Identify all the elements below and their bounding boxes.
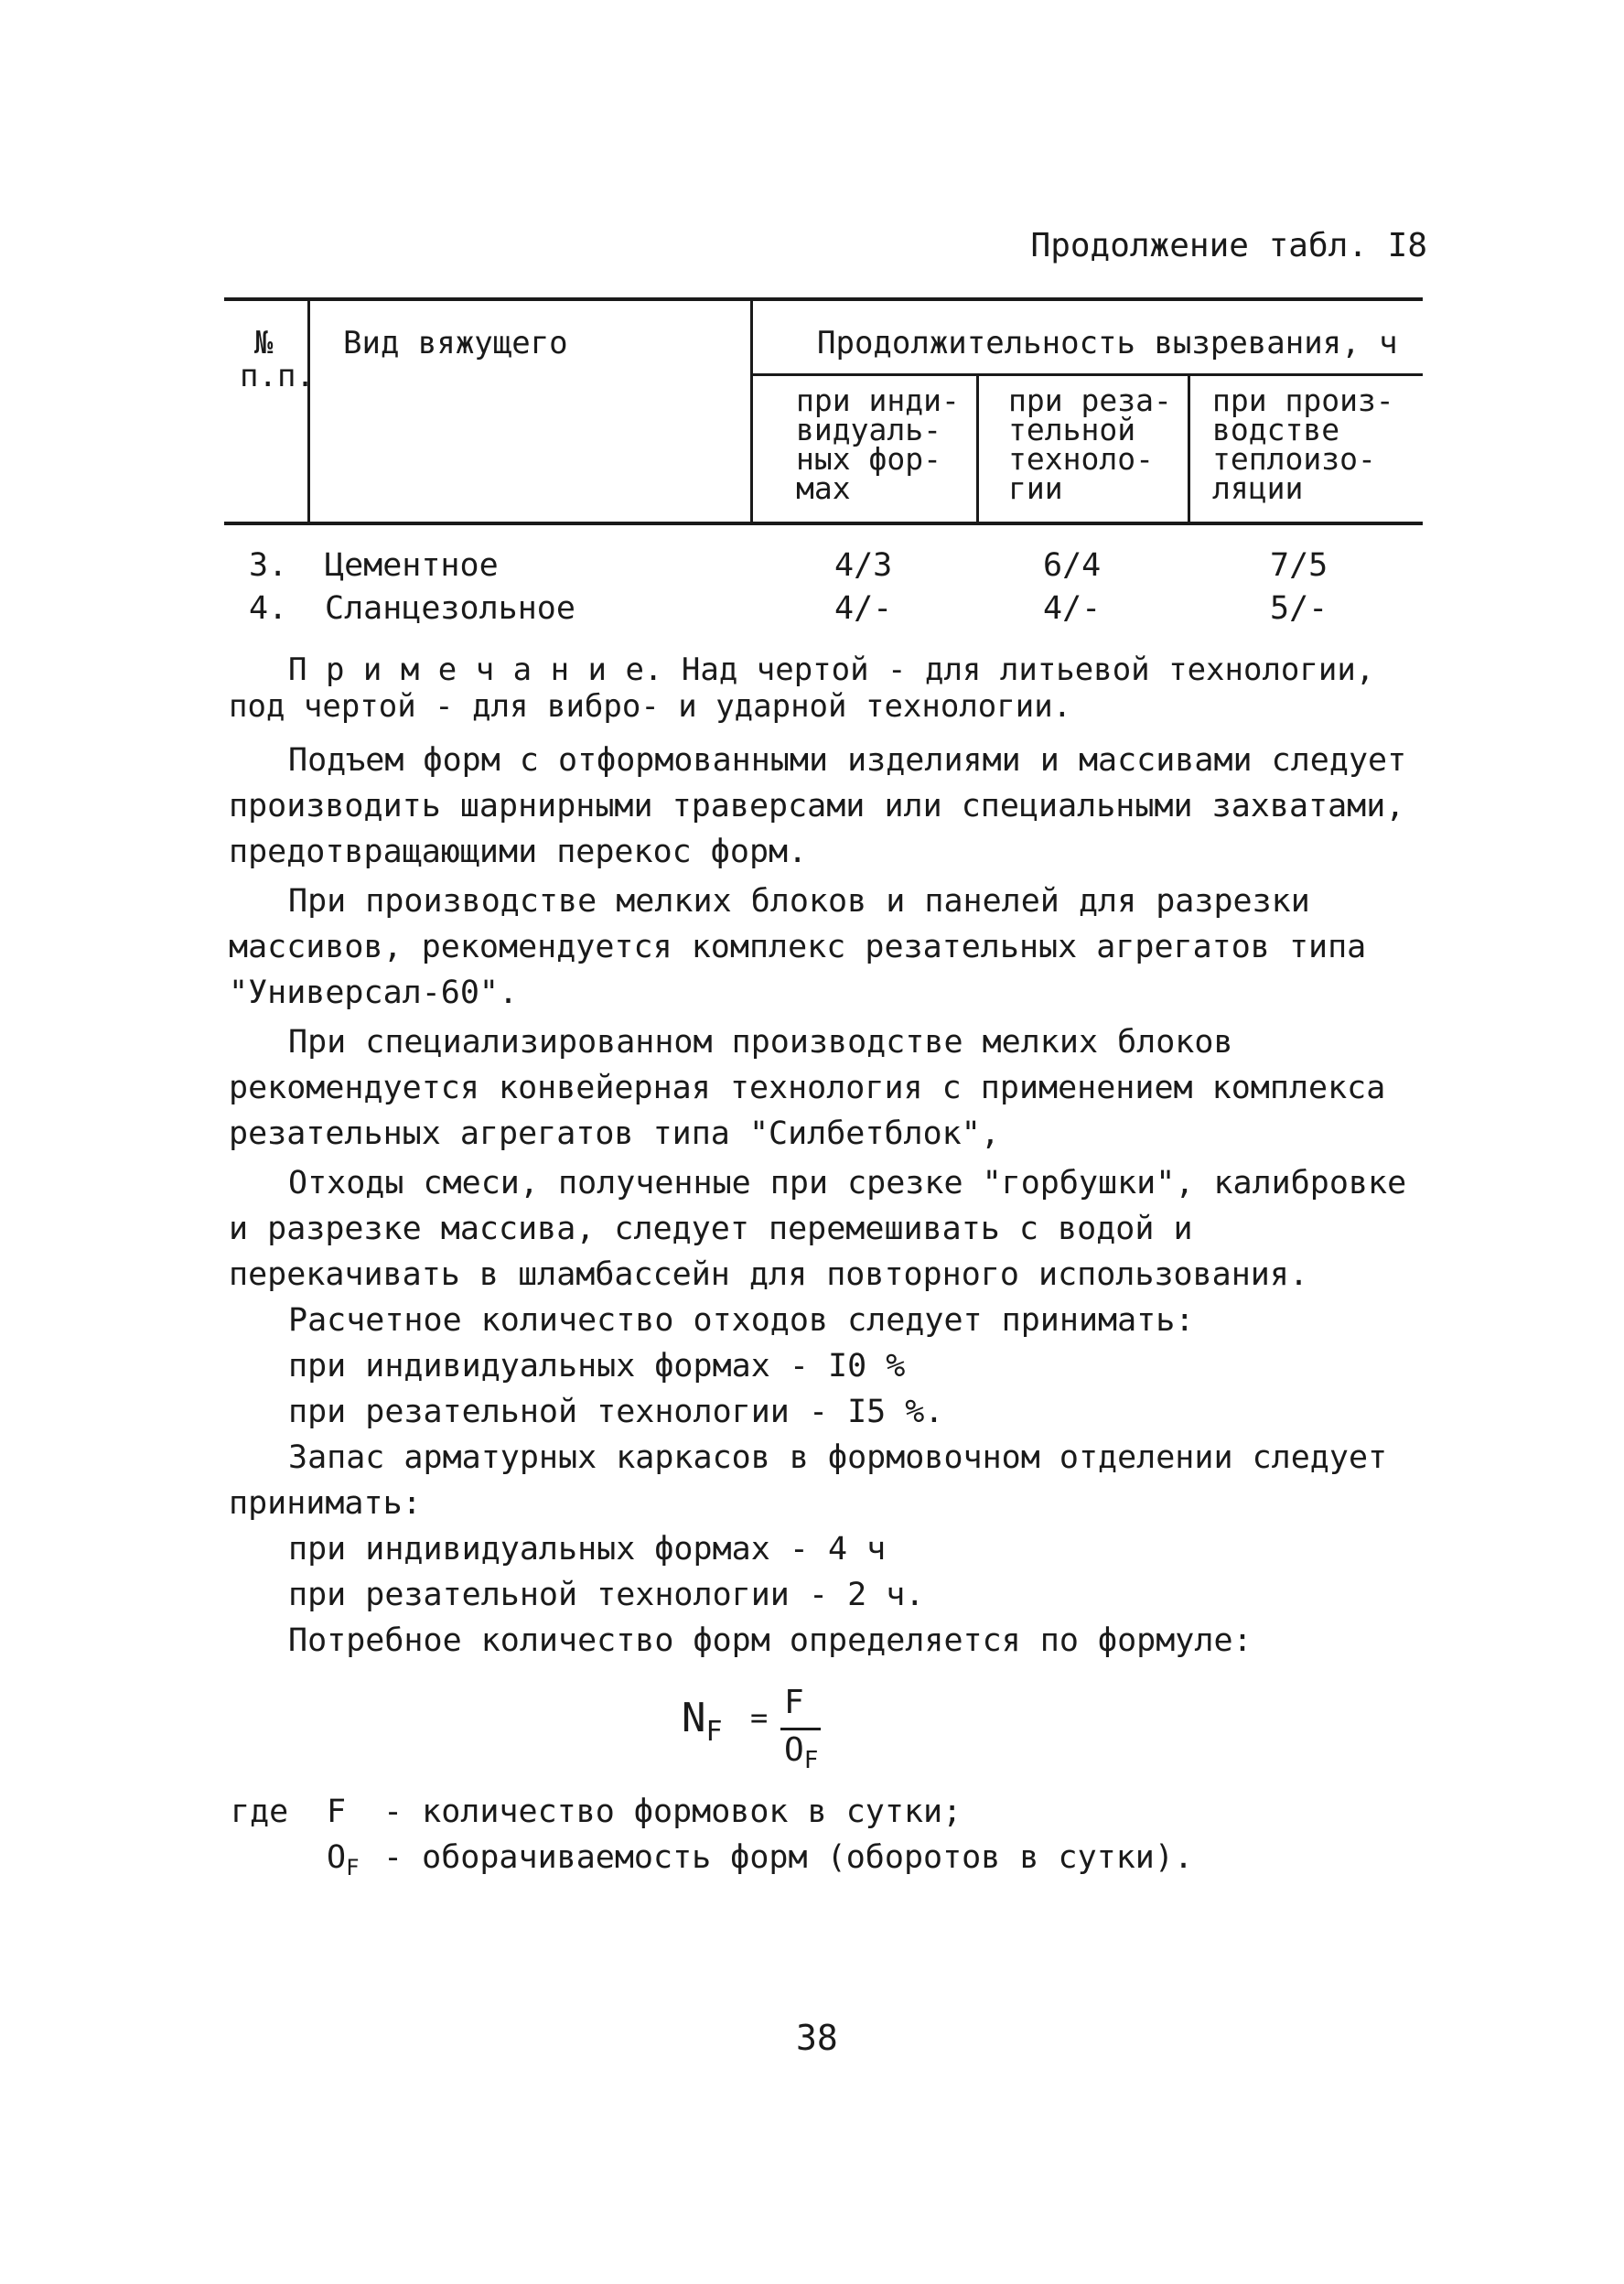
page-number: 38	[796, 2018, 838, 2058]
where-line-o	[231, 1835, 1193, 1891]
sub1-line: ных фор-	[796, 441, 941, 477]
sub2-line: при реза-	[1008, 382, 1172, 418]
table-subheader-rule	[750, 373, 1423, 376]
where-f-desc: - количество формовок в сутки;	[383, 1794, 963, 1830]
paragraph: Подъем форм с отформованными изделиями и массивами следует производить шарнирными траверсами или специальными захватами, предотвращающими перекос форм.	[229, 742, 1407, 870]
table-note	[229, 652, 1374, 725]
paragraph: Запас арматурных каркасов в формовочном отделении следует принимать:	[229, 1439, 1388, 1522]
fraction-bar	[780, 1728, 821, 1730]
where-o-letter: O	[327, 1839, 347, 1876]
table-row-v3: 5/-	[1270, 590, 1328, 627]
where-line-f	[231, 1789, 1193, 1835]
formula-lhs-symbol: N	[682, 1695, 706, 1741]
table-row-num: 3.	[249, 547, 288, 584]
note-line1-text: Над чертой - для литьевой технологии,	[681, 652, 1375, 688]
sub2-line: тельной	[1008, 412, 1136, 447]
sub3-line: теплоизо-	[1212, 441, 1376, 477]
subheader-cutting-tech	[1008, 382, 1172, 506]
table-divider-sub1	[976, 374, 979, 523]
sub1-line: видуаль-	[796, 412, 941, 447]
sub3-line: водстве	[1212, 412, 1340, 447]
table-header-bottom-rule	[224, 522, 1423, 525]
formula-numerator: F	[784, 1684, 804, 1721]
paragraph: при индивидуальных формах - I0 %	[288, 1348, 906, 1384]
paragraph: Отходы смеси, полученные при срезке "горбушки", калибровке и разрезке массива, следует перемешивать с водой и перекачивать в шламбассейн для повторного использования.	[229, 1165, 1407, 1293]
formula-lhs-subscript: F	[705, 1715, 723, 1748]
table-row-num: 4.	[249, 590, 288, 627]
formula-lhs	[682, 1695, 723, 1748]
where-o-subscript: F	[346, 1855, 360, 1880]
sub1-line: при инди-	[796, 382, 960, 418]
where-block	[231, 1789, 1193, 1891]
table-row-v2: 4/-	[1043, 590, 1102, 627]
col-num-header	[240, 327, 315, 393]
table-row-name: Сланцезольное	[325, 590, 575, 627]
paragraph: при индивидуальных формах - 4 ч	[288, 1531, 887, 1568]
paragraph: при резательной технологии - 2 ч.	[288, 1577, 925, 1613]
sub2-line: гии	[1008, 470, 1063, 506]
formula-equals: =	[750, 1700, 769, 1735]
paragraph: Расчетное количество отходов следует принимать:	[288, 1302, 1195, 1339]
subheader-insulation	[1212, 382, 1394, 506]
where-o-desc: - оборачиваемость форм (оборотов в сутки).	[383, 1839, 1194, 1876]
body-text	[229, 738, 1427, 1664]
where-word: где	[231, 1794, 289, 1830]
table-divider-sub2	[1188, 374, 1190, 523]
sub1-line: мах	[796, 470, 851, 506]
paragraph: При специализированном производстве мелких блоков рекомендуется конвейерная технология с применением комплекса резательных агрегатов типа "Силбетблок",	[229, 1024, 1386, 1152]
table-row-v1: 4/-	[834, 590, 893, 627]
table-row-v1: 4/3	[834, 547, 893, 584]
col-binder-header: Вид вяжущего	[343, 325, 568, 361]
subheader-individual-forms	[796, 382, 960, 506]
sub2-line: техноло-	[1008, 441, 1154, 477]
paragraph: Потребное количество форм определяется по формуле:	[288, 1622, 1253, 1659]
note-line1	[229, 652, 1374, 688]
col-num-line2: п.п.	[240, 358, 315, 394]
sub3-line: при произ-	[1212, 382, 1394, 418]
sub3-line: ляции	[1212, 470, 1304, 506]
formula-den-symbol: O	[784, 1731, 804, 1769]
table-row-name: Цементное	[325, 547, 499, 584]
note-label: П р и м е ч а н и е.	[288, 652, 663, 688]
note-line2: под чертой - для вибро- и ударной технологии.	[229, 688, 1072, 725]
formula	[682, 1684, 865, 1784]
col-num-line1: №	[254, 325, 274, 361]
table-divider-binder	[750, 299, 753, 523]
where-o-symbol	[327, 1835, 383, 1891]
formula-den-subscript: F	[803, 1747, 819, 1775]
table-row-v2: 6/4	[1043, 547, 1102, 584]
table-top-rule	[224, 297, 1423, 301]
table-row-v3: 7/5	[1270, 547, 1328, 584]
col-duration-header: Продолжительность вызревания, ч	[817, 325, 1398, 361]
where-f-symbol: F	[327, 1794, 347, 1830]
formula-denominator	[784, 1731, 818, 1774]
table-caption: Продолжение табл. I8	[1030, 227, 1427, 264]
paragraph: При производстве мелких блоков и панелей для разрезки массивов, рекомендуется комплекс резательных агрегатов типа "Универсал-60".	[229, 883, 1367, 1011]
paragraph: при резательной технологии - I5 %.	[288, 1394, 944, 1430]
